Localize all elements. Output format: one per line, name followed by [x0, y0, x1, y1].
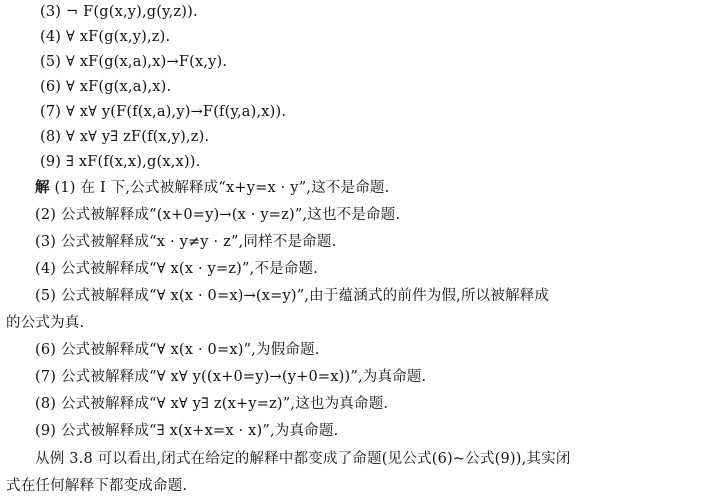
solution-item-1: (1) 在 I 下,公式被解释成“x+y=x · y”,这不是命题.: [49, 180, 390, 196]
conclusion-line-2: 式在任何解释下都变成命题.: [6, 478, 188, 494]
formula-7: (7) ∀ x∀ y(F(f(x,a),y)→F(f(y,a),x)).: [40, 104, 287, 120]
solution-item-9: (9) 公式被解释成“∃ x(x+x=x · x)”,为真命题.: [35, 423, 339, 439]
formula-5: (5) ∀ xF(g(x,a),x)→F(x,y).: [40, 54, 228, 70]
solution-item-7: (7) 公式被解释成“∀ x∀ y((x+0=y)→(y+0=x))”,为真命题.: [35, 369, 427, 385]
formula-9: (9) ∃ xF(f(x,x),g(x,x)).: [40, 154, 201, 170]
solution-item-4: (4) 公式被解释成“∀ x(x · y=z)”,不是命题.: [35, 261, 319, 277]
formula-3: (3) ¬ F(g(x,y),g(y,z)).: [40, 4, 198, 20]
solution-item-8: (8) 公式被解释成“∀ x∀ y∃ z(x+y=z)”,这也为真命题.: [35, 396, 389, 412]
solution-item-6: (6) 公式被解释成“∀ x(x · 0=x)”,为假命题.: [35, 342, 320, 358]
solution-item-2: (2) 公式被解释成“(x+0=y)→(x · y=z)”,这也不是命题.: [35, 207, 401, 223]
solution-label: 解: [35, 179, 50, 196]
solution-item-5-continued: 的公式为真.: [6, 315, 85, 331]
solution-line-1: [0, 176, 716, 200]
solution-item-5: (5) 公式被解释成“∀ x(x · 0=x)→(x=y)”,由于蕴涵式的前件为假,所以被解释成: [35, 288, 550, 304]
formula-6: (6) ∀ xF(g(x,a),x).: [40, 79, 172, 95]
conclusion-line-1: 从例 3.8 可以看出,闭式在给定的解释中都变成了命题(见公式(6)~公式(9)),其实闭: [35, 451, 571, 467]
formula-8: (8) ∀ x∀ y∃ zF(f(x,y),z).: [40, 129, 210, 145]
formula-4: (4) ∀ xF(g(x,y),z).: [40, 29, 171, 45]
solution-item-3: (3) 公式被解释成“x · y≠y · z”,同样不是命题.: [35, 234, 337, 250]
